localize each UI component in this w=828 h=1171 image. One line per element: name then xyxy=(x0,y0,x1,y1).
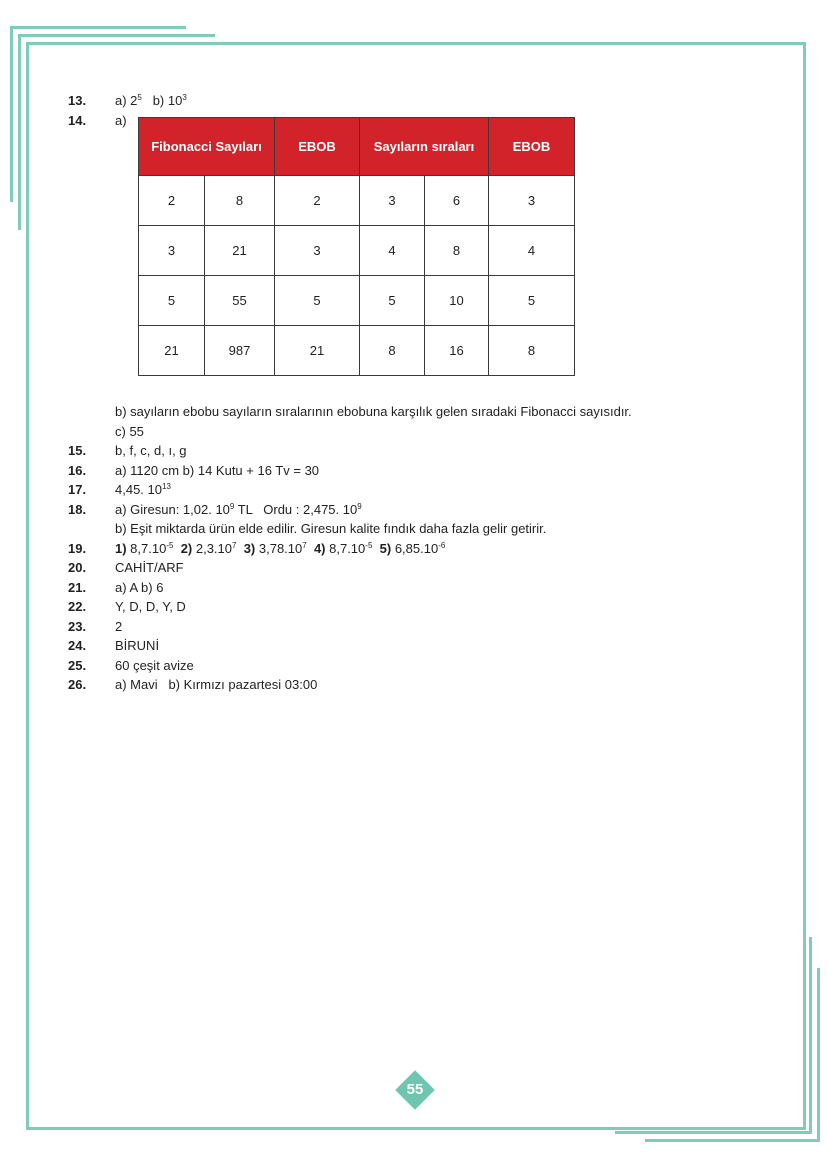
table-cell: 21 xyxy=(275,326,360,376)
answer-text: a) $2^5$ b) $10^3$ xyxy=(115,93,187,108)
question-number: 16. xyxy=(68,463,87,478)
answer-text: b) Eşit miktarda ürün elde edilir. Giresun kalite fındık daha fazla gelir getirir. xyxy=(115,521,547,536)
table-cell: 3 xyxy=(275,226,360,276)
table-cell: 8 xyxy=(205,176,275,226)
answer-text: a) 1120 cm b) 14 Kutu + 16 Tv = 30 xyxy=(115,463,320,478)
table-cell: 16 xyxy=(425,326,489,376)
frame-line-outer-top xyxy=(10,26,186,29)
header-siralar: Sayıların sıraları xyxy=(360,118,489,176)
table-cell: 8 xyxy=(489,326,575,376)
question-number: 18. xyxy=(68,502,87,517)
question-number: 25. xyxy=(68,658,87,673)
table-cell: 5 xyxy=(139,276,205,326)
table-cell: 5 xyxy=(360,276,425,326)
table-cell: 987 xyxy=(205,326,275,376)
table-cell: 4 xyxy=(360,226,425,276)
answer-text: b) sayıların ebobu sayıların sıralarının ebobuna karşılık gelen sıradaki Fibonacci sayısıdır. xyxy=(115,404,632,419)
frame-line-outer-right xyxy=(817,968,820,1142)
question-number: 14. xyxy=(68,113,87,128)
fibonacci-table xyxy=(138,117,575,376)
table-cell: 5 xyxy=(275,276,360,326)
answer-text: 4,45. $10^{13}$ xyxy=(115,482,171,497)
question-number: 22. xyxy=(68,599,87,614)
table-cell: 3 xyxy=(489,176,575,226)
answer-text: a) xyxy=(115,113,127,128)
table-row xyxy=(139,176,575,226)
frame-line-mid-top xyxy=(18,34,215,37)
table-cell: 55 xyxy=(205,276,275,326)
table-cell: 4 xyxy=(489,226,575,276)
page-number: 55 xyxy=(406,1081,424,1098)
frame-line-outer-bottom xyxy=(645,1139,820,1142)
answer-text: 2 xyxy=(115,619,123,634)
table-cell: 21 xyxy=(205,226,275,276)
answer-text: 1) $8,7.10^{-5}$ 2) 2,3.10$^7$ 3) 3,78.10$^7$ 4) $8,7.10^{-5}$ 5) $6,85.10^{-6}$ xyxy=(115,541,446,556)
table-cell: 2 xyxy=(139,176,205,226)
question-number: 17. xyxy=(68,482,87,497)
frame-line-mid-right xyxy=(809,937,812,1134)
question-number: 15. xyxy=(68,443,87,458)
frame-line-mid-left xyxy=(18,34,21,230)
question-number: 24. xyxy=(68,638,87,653)
table-cell: 21 xyxy=(139,326,205,376)
question-number: 26. xyxy=(68,677,87,692)
answer-text: a) Mavi b) Kırmızı pazartesi 03:00 xyxy=(115,677,318,692)
frame-line-mid-bottom xyxy=(615,1131,812,1134)
answer-text: c) 55 xyxy=(115,424,144,439)
table-header-row xyxy=(139,118,575,176)
answer-text: 60 çeşit avize xyxy=(115,658,194,673)
question-number: 23. xyxy=(68,619,87,634)
question-number: 13. xyxy=(68,93,87,108)
table-cell: 8 xyxy=(425,226,489,276)
question-number: 20. xyxy=(68,560,87,575)
frame-line-outer-left xyxy=(10,26,13,202)
header-ebob-2: EBOB xyxy=(489,118,575,176)
table-row xyxy=(139,226,575,276)
answer-text: a) Giresun: 1,02. $10^9$ TL Ordu : 2,475. $10^9$ xyxy=(115,502,362,517)
table-row xyxy=(139,326,575,376)
header-fibonacci: Fibonacci Sayıları xyxy=(139,118,275,176)
answer-text: CAHİT/ARF xyxy=(115,560,184,575)
answer-text: b, f, c, d, ı, g xyxy=(115,443,187,458)
table-cell: 8 xyxy=(360,326,425,376)
answer-text: Y, D, D, Y, D xyxy=(115,599,186,614)
table-cell: 5 xyxy=(489,276,575,326)
answer-text: BİRUNİ xyxy=(115,638,160,653)
table-cell: 10 xyxy=(425,276,489,326)
question-number: 21. xyxy=(68,580,87,595)
table-cell: 6 xyxy=(425,176,489,226)
table-row xyxy=(139,276,575,326)
answer-text: a) A b) 6 xyxy=(115,580,164,595)
table-cell: 3 xyxy=(360,176,425,226)
header-ebob: EBOB xyxy=(275,118,360,176)
question-number: 19. xyxy=(68,541,87,556)
table-cell: 3 xyxy=(139,226,205,276)
table-cell: 2 xyxy=(275,176,360,226)
